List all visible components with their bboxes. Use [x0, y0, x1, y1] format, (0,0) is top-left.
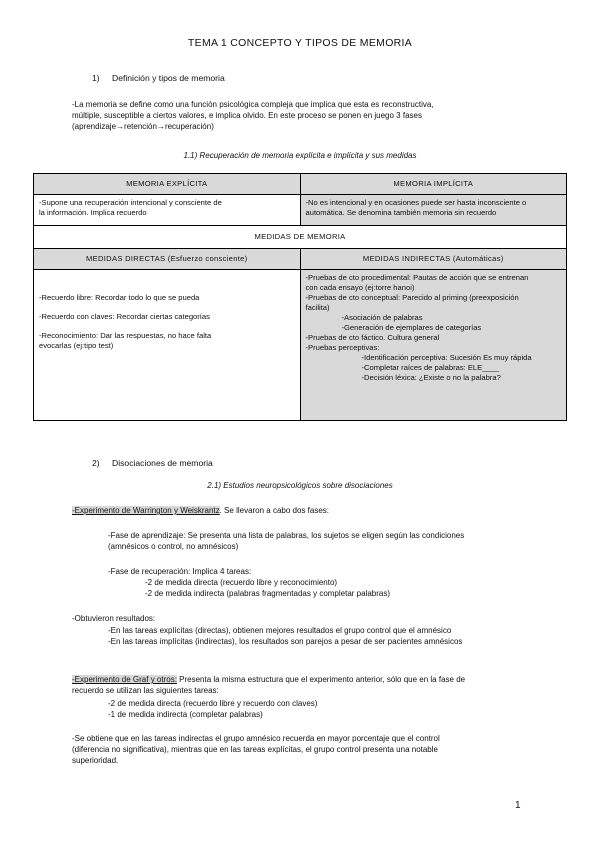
memory-table	[33, 173, 567, 421]
page-number: 1	[515, 800, 521, 811]
experiment-1-intro	[72, 505, 329, 516]
text-line: recuerdo se utilizan las siguientes tareas:	[72, 686, 219, 695]
text-line: superioridad.	[72, 756, 119, 765]
experiment-2-name: -Experimento de Graf y otros:	[72, 675, 177, 684]
section-1-heading	[92, 73, 225, 83]
table-row	[34, 174, 567, 195]
table-row	[34, 226, 567, 249]
direct-measures-cell	[34, 270, 301, 421]
list-item: evocarlas (ej:tipo test)	[39, 341, 114, 350]
experiment-1-name: -Experimento de Warrington y Weiskrantz	[72, 506, 220, 515]
text-line: -No es intencional y en ocasiones puede ser hasta inconsciente o	[305, 198, 527, 207]
indirect-measures-cell	[300, 270, 567, 421]
table-row	[34, 195, 567, 226]
list-item: facilita)	[305, 303, 330, 312]
list-item: -Asociación de palabras	[341, 313, 423, 322]
text-line: -La memoria se define como una función psicológica compleja que implica que esta es reconstructiva,	[72, 100, 434, 109]
list-item: -Generación de ejemplares de categorías	[341, 323, 482, 332]
list-item: -Decisión léxica: ¿Existe o no la palabra?	[361, 373, 501, 382]
experiment-2-intro	[72, 674, 465, 696]
learning-phase	[108, 530, 464, 552]
text-line: (amnésicos o control, no amnésicos)	[108, 542, 239, 551]
measures-header: MEDIDAS DE MEMORIA	[34, 226, 567, 249]
section-2-heading	[92, 458, 213, 468]
explicit-memory-cell	[34, 195, 301, 226]
text-line: (diferencia no significativa), mientras que en las tareas explícitas, el grupo control presenta una notable	[72, 745, 438, 754]
implicit-memory-cell	[300, 195, 567, 226]
section-1-number: 1)	[92, 73, 100, 83]
experiment-2-text: Presenta la misma estructura que el experimento anterior, sólo que en la fase de	[176, 675, 466, 684]
recovery-phase	[108, 566, 390, 599]
text-line	[72, 674, 465, 685]
subsection-1-1-heading: 1.1) Recuperación de memoria explícita e implícita y sus medidas	[183, 151, 417, 160]
table-row	[34, 270, 567, 421]
text-line: automática. Se denomina también memoria sin recuerdo	[305, 208, 497, 217]
list-item: -2 de medida indirecta (palabras fragmentadas y completar palabras)	[145, 589, 391, 598]
results-list	[108, 625, 462, 647]
list-item: con cada ensayo (ej:torre hanoi)	[305, 283, 415, 292]
implicit-memory-header: MEMORIA IMPLÍCITA	[300, 174, 567, 195]
list-item: -2 de medida directa (recuerdo libre y reconocimiento)	[145, 578, 338, 587]
list-item: -Recuerdo libre: Recordar todo lo que se pueda	[39, 293, 200, 302]
section-2-number: 2)	[92, 458, 100, 468]
explicit-memory-header: MEMORIA EXPLÍCITA	[34, 174, 301, 195]
section-1-heading-text: Definición y tipos de memoria	[112, 73, 225, 83]
text-line: -Se obtiene que en las tareas indirectas el grupo amnésico recuerda en mayor porcentaje que el control	[72, 734, 440, 743]
table-row	[34, 249, 567, 270]
text-line: múltiple, susceptible a ciertos valores, e implica olvido. En este proceso se ponen en juego 3 fases	[72, 111, 422, 120]
experiment-2-tasks	[108, 698, 317, 720]
list-item: -2 de medida directa (recuerdo libre y recuerdo con claves)	[108, 699, 318, 708]
conclusion	[72, 733, 440, 766]
memory-definition	[72, 99, 434, 132]
list-item: -En las tareas implícitas (indirectas), los resultados son parejos a pesar de ser pacientes amnésicos	[108, 637, 463, 646]
list-item: -Pruebas de cto fáctico. Cultura general	[305, 333, 440, 342]
text-line: -Fase de recuperación: Implica 4 tareas:	[108, 567, 252, 576]
experiment-1-text: . Se llevaron a cabo dos fases:	[219, 506, 330, 515]
list-item: -Pruebas perceptivas:	[305, 343, 380, 352]
list-item: -Reconocimiento: Dar las respuestas, no hace falta	[39, 331, 212, 340]
list-item: -1 de medida indirecta (completar palabras)	[108, 710, 263, 719]
indirect-measures-header: MEDIDAS INDIRECTAS (Automáticas)	[300, 249, 567, 270]
direct-measures-header: MEDIDAS DIRECTAS (Esfuerzo consciente)	[34, 249, 301, 270]
text-line: -Fase de aprendizaje: Se presenta una lista de palabras, los sujetos se eligen según las condiciones	[108, 531, 465, 540]
subsection-2-1-heading: 2.1) Estudios neuropsicológicos sobre disociaciones	[207, 481, 393, 490]
list-item: -Completar raíces de palabras: ELE____	[361, 363, 500, 372]
text-line: (aprendizaje→retención→recuperación)	[72, 122, 214, 131]
list-item: -En las tareas explícitas (directas), obtienen mejores resultados el grupo control que el amnésico	[108, 626, 452, 635]
text-line: la información. Implica recuerdo	[39, 208, 147, 217]
text-line: -Supone una recuperación intencional y consciente de	[39, 198, 222, 207]
section-2-heading-text: Disociaciones de memoria	[112, 458, 213, 468]
page-title: TEMA 1 CONCEPTO Y TIPOS DE MEMORIA	[187, 37, 413, 49]
results-label: -Obtuvieron resultados:	[72, 614, 156, 623]
list-item: -Pruebas de cto conceptual: Parecido al priming (preexposición	[305, 293, 519, 302]
list-item: -Recuerdo con claves: Recordar ciertas categorías	[39, 312, 210, 321]
list-item: -Identificación perceptiva: Sucesión Es muy rápida	[361, 353, 532, 362]
list-item: -Pruebas de cto procedimental: Pautas de acción que se entrenan	[305, 273, 529, 282]
